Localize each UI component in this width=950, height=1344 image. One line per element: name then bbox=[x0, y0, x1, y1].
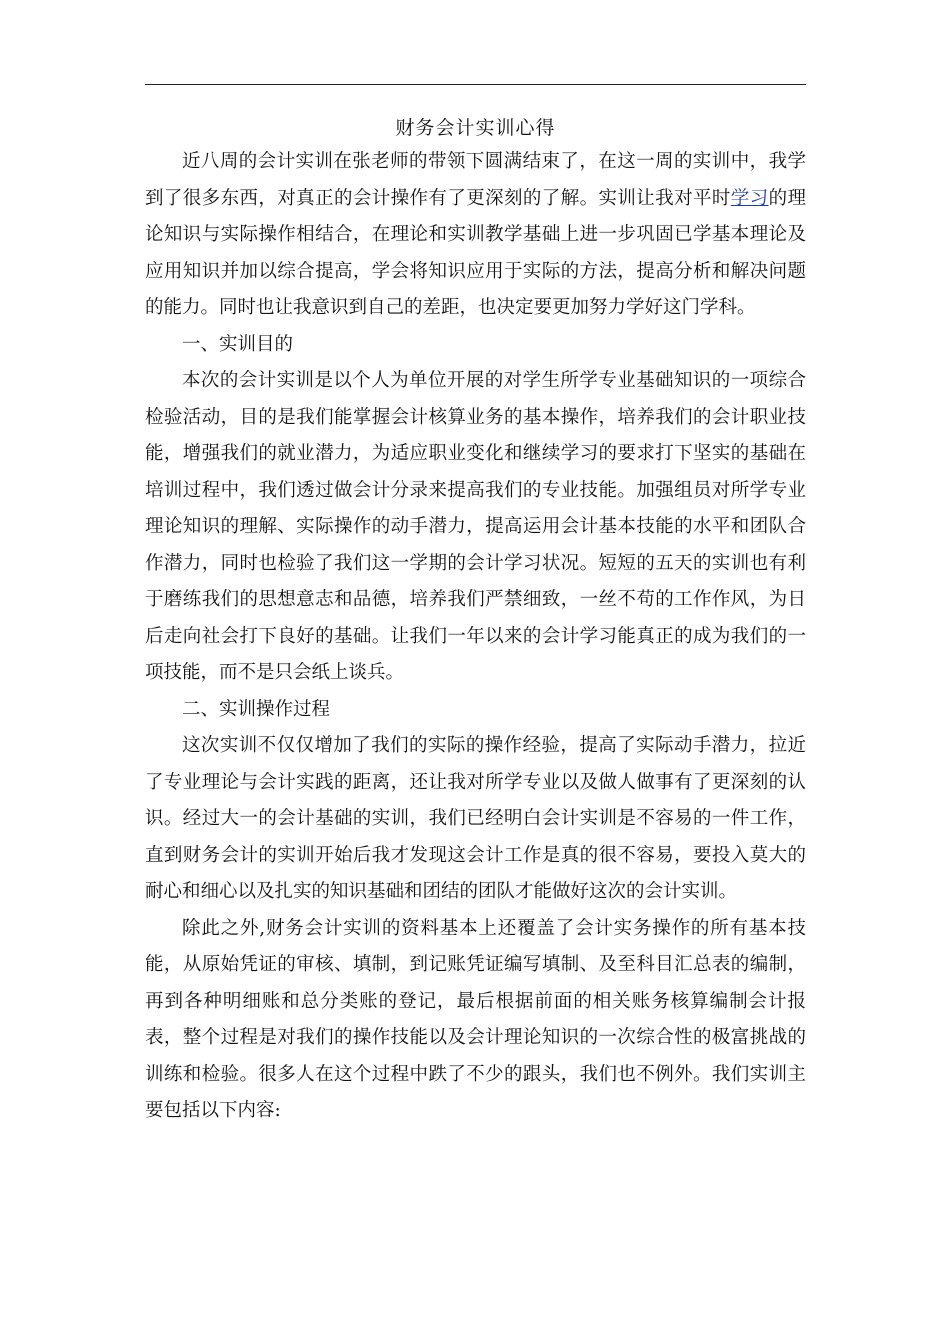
section-heading-purpose: 一、实训目的 bbox=[182, 333, 294, 355]
intro-text-before-link: 近八周的会计实训在张老师的带领下圆满结束了，在这一周的实训中，我学到了很多东西，对真正的会计操作有了更深刻的了解。实训让我对平时 bbox=[145, 151, 806, 209]
intro-text-after-link: 的理论知识与实际操作相结合，在理论和实训教学基础上进一步巩固已学基本理论及应用知识并加以综合提高，学会将知识应用于实际的方法，提高分析和解决问题的能力。同时也让我意识到自己的差距，也决定要更加努力学好这门学科。 bbox=[145, 187, 806, 318]
section-purpose-paragraph: 本次的会计实训是以个人为单位开展的对学生所学专业基础知识的一项综合检验活动，目的是我们能掌握会计核算业务的基本操作，培养我们的会计职业技能，增强我们的就业潜力，为适应职业变化和继续学习的要求打下坚实的基础在培训过程中，我们透过做会计分录来提高我们的专业技能。加强组员对所学专业理论知识的理解、实际操作的动手潜力，提高运用会计基本技能的水平和团队合作潜力，同时也检验了我们这一学期的会计学习状况。短短的五天的实训也有利于磨练我们的思想意志和品德，培养我们严禁细致，一丝不苟的工作作风，为日后走向社会打下良好的基础。让我们一年以来的会计学习能真正的成为我们的一项技能，而不是只会纸上谈兵。 bbox=[145, 370, 806, 683]
section-process-paragraph-1: 这次实训不仅仅增加了我们的实际的操作经验，提高了实际动手潜力，拉近了专业理论与会计实践的距离，还让我对所学专业以及做人做事有了更深刻的认识。经过大一的会计基础的实训，我们已经明白会计实训是不容易的一件工作，直到财务会计的实训开始后我才发现这会计工作是真的很不容易，要投入莫大的耐心和细心以及扎实的知识基础和团结的团队才能做好这次的会计实训。 bbox=[145, 735, 806, 902]
study-link[interactable]: 学习 bbox=[730, 187, 769, 209]
document-title: 财务会计实训心得 bbox=[395, 117, 556, 139]
section-heading-process: 二、实训操作过程 bbox=[182, 698, 331, 720]
header-rule bbox=[145, 84, 806, 85]
section-process-paragraph-2: 除此之外,财务会计实训的资料基本上还覆盖了会计实务操作的所有基本技能，从原始凭证的审核、填制，到记账凭证编写填制、及至科目汇总表的编制，再到各种明细账和总分类账的登记，最后根据前面的相关账务核算编制会计报表，整个过程是对我们的操作技能以及会计理论知识的一次综合性的极富挑战的训练和检验。很多人在这个过程中跌了不少的跟头，我们也不例外。我们实训主要包括以下内容: bbox=[145, 917, 806, 1121]
document-body bbox=[145, 112, 806, 1130]
intro-paragraph bbox=[145, 144, 806, 327]
